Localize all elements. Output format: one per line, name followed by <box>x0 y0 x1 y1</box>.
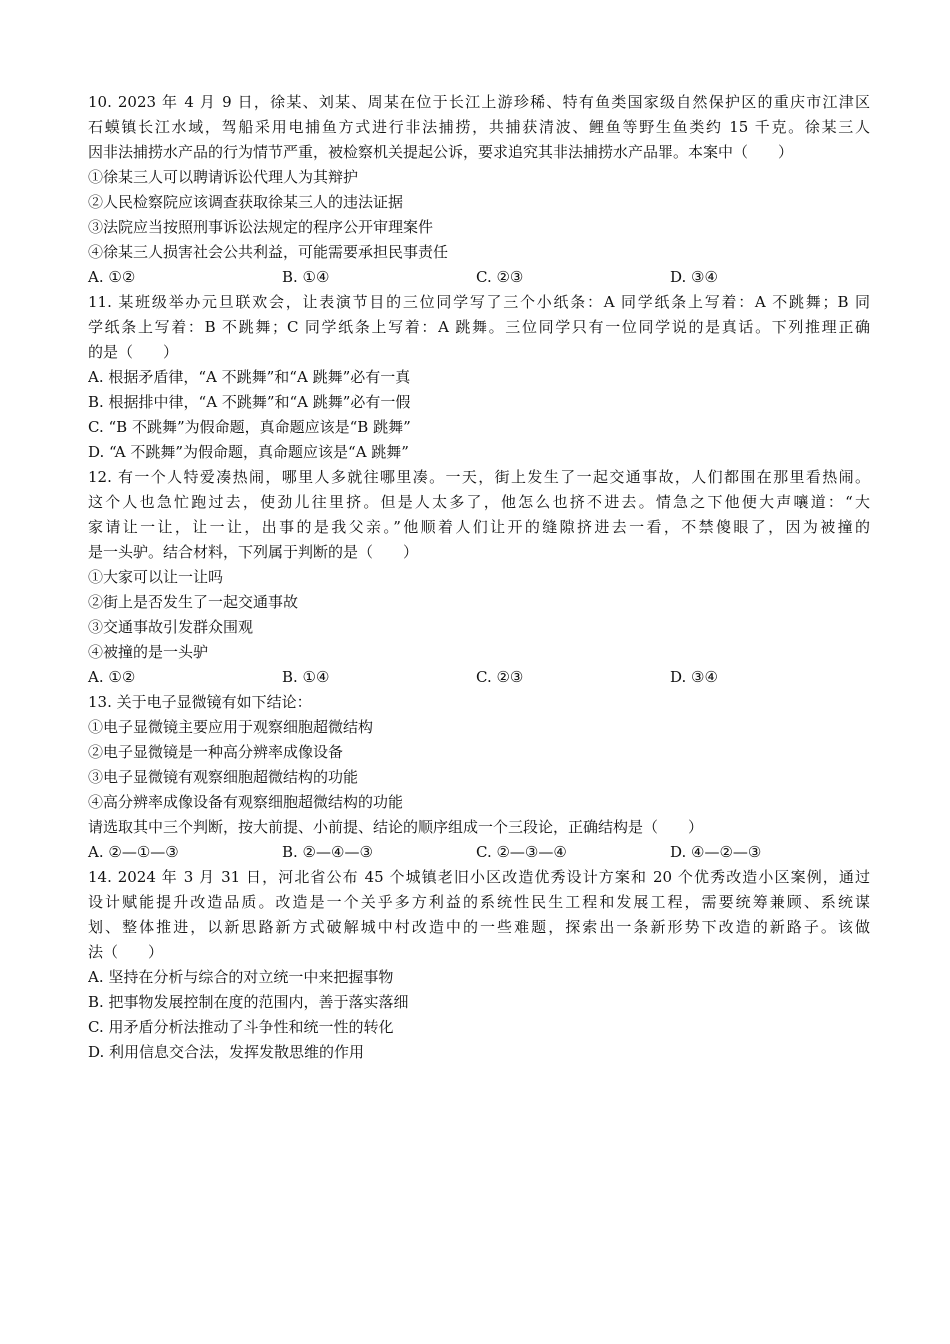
option-d: D. ④—②—③ <box>670 843 762 861</box>
option-d: D. “A 不跳舞”为假命题，真命题应该是“A 跳舞” <box>88 443 409 461</box>
question-stem-line: 是一头驴。结合材料，下列属于判断的是（ ） <box>88 543 419 561</box>
option-c: C. ②③ <box>476 668 524 686</box>
question-stem-line: 石蟆镇长江水域，驾船采用电捕鱼方式进行非法捕捞，共捕获清波、鲤鱼等野生鱼类约 15 千克。徐某三人 <box>88 118 870 136</box>
option-c: C. ②③ <box>476 268 524 286</box>
option-b: B. 把事物发展控制在度的范围内，善于落实落细 <box>88 993 409 1011</box>
statement-item: ④徐某三人损害社会公共利益，可能需要承担民事责任 <box>88 243 449 261</box>
question-stem-line: 的是（ ） <box>88 343 179 361</box>
option-d: D. ③④ <box>670 668 718 686</box>
option-c: C. 用矛盾分析法推动了斗争性和统一性的转化 <box>88 1018 394 1036</box>
option-a: A. 坚持在分析与综合的对立统一中来把握事物 <box>88 968 394 986</box>
statement-item: ③电子显微镜有观察细胞超微结构的功能 <box>88 768 359 786</box>
option-b: B. ①④ <box>282 268 330 286</box>
question-stem-line: 11. 某班级举办元旦联欢会，让表演节目的三位同学写了三个小纸条：A 同学纸条上写着：A 不跳舞；B 同 <box>88 293 870 311</box>
question-stem-line: 学纸条上写着：B 不跳舞；C 同学纸条上写着：A 跳舞。三位同学只有一位同学说的是真话。下列推理正确 <box>88 318 870 336</box>
question-14 <box>88 865 870 1065</box>
question-13 <box>88 690 870 865</box>
question-stem-line: 设计赋能提升改造品质。改造是一个关乎多方利益的系统性民生工程和发展工程，需要统筹兼顾、系统谋 <box>88 893 870 911</box>
question-stem-line: 14. 2024 年 3 月 31 日，河北省公布 45 个城镇老旧小区改造优秀设计方案和 20 个优秀改造小区案例，通过 <box>88 868 870 886</box>
answer-options <box>88 840 870 865</box>
option-d: D. 利用信息交合法，发挥发散思维的作用 <box>88 1043 365 1061</box>
question-stem-line: 家请让一让，让一让，出事的是我父亲。”他顺着人们让开的缝隙挤进去一看，不禁傻眼了，因为被撞的 <box>88 518 870 536</box>
statement-item: ①电子显微镜主要应用于观察细胞超微结构 <box>88 718 374 736</box>
question-stem-line: 法（ ） <box>88 943 164 961</box>
option-a: A. ①② <box>88 668 136 686</box>
question-instruction: 请选取其中三个判断，按大前提、小前提、结论的顺序组成一个三段论，正确结构是（ ） <box>88 818 704 836</box>
question-10 <box>88 90 870 290</box>
statement-item: ①大家可以让一让吗 <box>88 568 224 586</box>
answer-options <box>88 265 870 290</box>
option-d: D. ③④ <box>670 268 718 286</box>
statement-item: ②人民检察院应该调查获取徐某三人的违法证据 <box>88 193 404 211</box>
option-a: A. 根据矛盾律，“A 不跳舞”和“A 跳舞”必有一真 <box>88 368 411 386</box>
option-b: B. ①④ <box>282 668 330 686</box>
option-a: A. ①② <box>88 268 136 286</box>
question-stem-line: 因非法捕捞水产品的行为情节严重，被检察机关提起公诉，要求追究其非法捕捞水产品罪。本案中（ ） <box>88 143 794 161</box>
statement-item: ③交通事故引发群众围观 <box>88 618 254 636</box>
question-stem-line: 划、整体推进，以新思路新方式破解城中村改造中的一些难题，探索出一条新形势下改造的新路子。该做 <box>88 918 870 936</box>
answer-options <box>88 665 870 690</box>
statement-item: ③法院应当按照刑事诉讼法规定的程序公开审理案件 <box>88 218 434 236</box>
option-c: C. “B 不跳舞”为假命题，真命题应该是“B 跳舞” <box>88 418 411 436</box>
statement-item: ④被撞的是一头驴 <box>88 643 209 661</box>
statement-item: ①徐某三人可以聘请诉讼代理人为其辩护 <box>88 168 359 186</box>
statement-item: ②街上是否发生了一起交通事故 <box>88 593 299 611</box>
option-c: C. ②—③—④ <box>476 843 567 861</box>
question-stem-line: 这个人也急忙跑过去，使劲儿往里挤。但是人太多了，他怎么也挤不进去。情急之下他便大声嚷道：“大 <box>88 493 870 511</box>
question-12 <box>88 465 870 690</box>
question-stem-line: 13. 关于电子显微镜有如下结论： <box>88 693 312 711</box>
option-a: A. ②—①—③ <box>88 843 179 861</box>
exam-page <box>88 90 870 1065</box>
option-b: B. 根据排中律，“A 不跳舞”和“A 跳舞”必有一假 <box>88 393 411 411</box>
question-stem-line: 10. 2023 年 4 月 9 日，徐某、刘某、周某在位于长江上游珍稀、特有鱼类国家级自然保护区的重庆市江津区 <box>88 93 870 111</box>
question-stem-line: 12. 有一个人特爱凑热闹，哪里人多就往哪里凑。一天，街上发生了一起交通事故，人们都围在那里看热闹。 <box>88 468 870 486</box>
statement-item: ④高分辨率成像设备有观察细胞超微结构的功能 <box>88 793 404 811</box>
statement-item: ②电子显微镜是一种高分辨率成像设备 <box>88 743 344 761</box>
question-11 <box>88 290 870 465</box>
option-b: B. ②—④—③ <box>282 843 373 861</box>
